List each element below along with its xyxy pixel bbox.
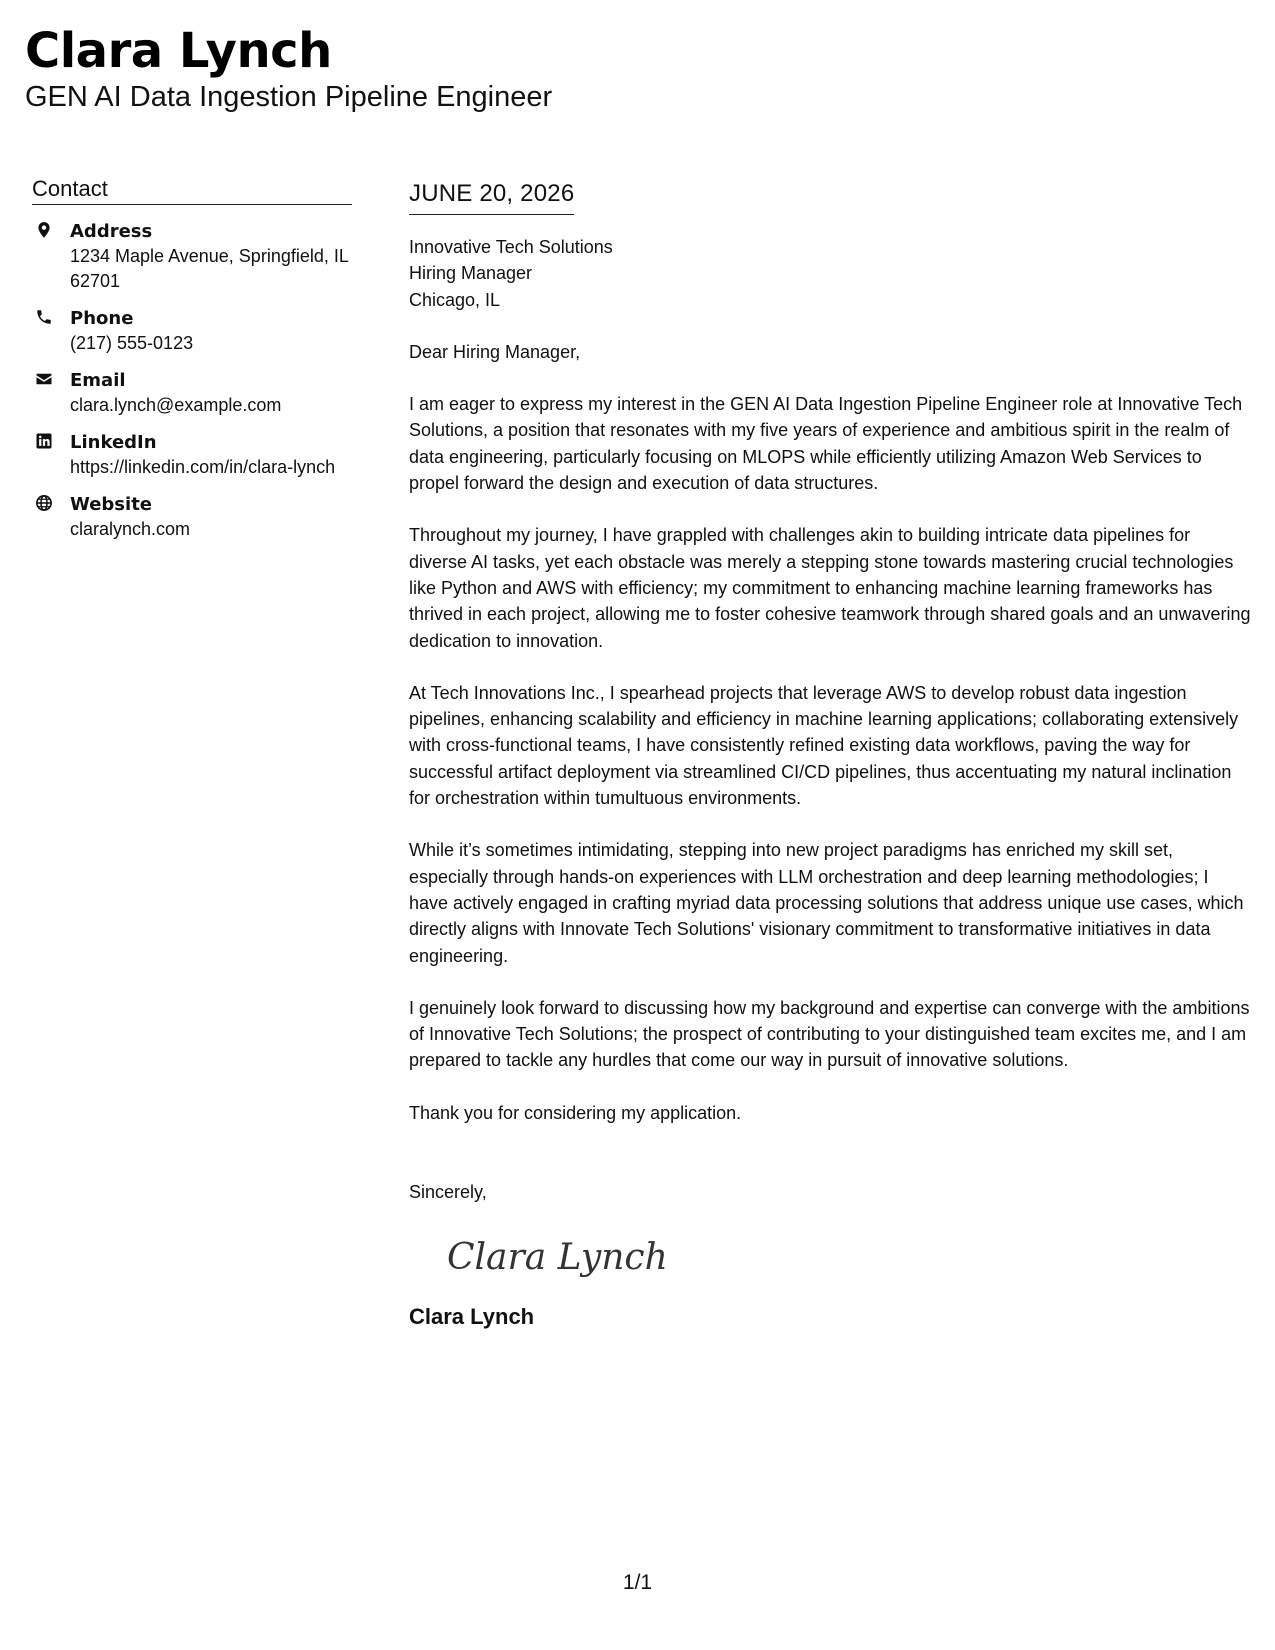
- applicant-name: Clara Lynch: [25, 23, 332, 79]
- recipient-block: [409, 234, 1251, 313]
- closing: Sincerely,: [409, 1182, 487, 1203]
- contact-sidebar: [32, 176, 352, 554]
- letter-body: [409, 177, 1251, 1331]
- contact-label-address: Address: [70, 221, 153, 242]
- contact-value-email[interactable]: clara.lynch@example.com: [70, 395, 282, 415]
- contact-item-address: [32, 219, 352, 294]
- applicant-title: GEN AI Data Ingestion Pipeline Engineer: [25, 81, 553, 113]
- body-paragraph: I am eager to express my interest in the GEN AI Data Ingestion Pipeline Engineer role at Innovative Tech Solutions, a position that resonates with my five years of experience and ambitious spirit in the realm of data engineering, particularly focusing on MLOPS while efficiently utilizing Amazon Web Services to propel forward the design and execution of data structures.: [409, 394, 1243, 494]
- recipient-role: Hiring Manager: [409, 263, 533, 284]
- thank-you-line: Thank you for considering my application.: [409, 1102, 742, 1123]
- contact-heading: Contact: [32, 176, 352, 205]
- page-header: [25, 20, 552, 114]
- envelope-icon: [35, 370, 53, 388]
- contact-label-linkedin: LinkedIn: [70, 432, 157, 453]
- recipient-company: Innovative Tech Solutions: [409, 237, 613, 257]
- contact-value-phone: (217) 555-0123: [70, 333, 194, 353]
- contact-item-website: [32, 492, 352, 542]
- recipient-location: Chicago, IL: [409, 289, 501, 310]
- contact-label-website: Website: [70, 494, 153, 515]
- phone-icon: [35, 308, 53, 326]
- body-paragraph: While it’s sometimes intimidating, stepping into new project paradigms has enriched my skill set, especially through hands-on experiences with LLM orchestration and deep learning methodologies; I have actively engaged in crafting myriad data processing solutions that address unique use cases, which directly aligns with Innovate Tech Solutions' visionary commitment to transformative initiatives in data engineering.: [409, 840, 1244, 966]
- globe-icon: [35, 494, 53, 512]
- signature-script-text: Clara Lynch: [447, 1237, 668, 1279]
- contact-item-email: [32, 368, 352, 418]
- page-number: 1/1: [622, 1571, 653, 1594]
- linkedin-icon: [35, 432, 53, 450]
- map-pin-icon: [35, 221, 53, 239]
- contact-value-address: 1234 Maple Avenue, Springfield, IL 62701: [70, 246, 349, 291]
- greeting: Dear Hiring Manager,: [409, 341, 581, 362]
- body-paragraph: At Tech Innovations Inc., I spearhead projects that leverage AWS to develop robust data ingestion pipelines, enhancing scalability and efficiency in machine learning applications; collaborating extensively with cross-functional teams, I have consistently refined existing data workflows, paving the way for successful artifact deployment via streamlined CI/CD pipelines, thus accentuating my natural inclination for orchestration within tumultuous environments.: [409, 682, 1239, 809]
- handwritten-signature: [443, 1227, 1251, 1287]
- body-paragraph: Throughout my journey, I have grappled with challenges akin to building intricate data pipelines for diverse AI tasks, yet each obstacle was merely a stepping stone towards mastering crucial technologies like Python and AWS with efficiency; my commitment to enhancing machine learning frameworks has thrived in each project, allowing me to foster cohesive teamwork through shared goals and an unwavering dedication to innovation.: [409, 525, 1251, 651]
- contact-value-linkedin[interactable]: https://linkedin.com/in/clara-lynch: [70, 457, 336, 477]
- contact-label-phone: Phone: [70, 308, 134, 329]
- contact-label-email: Email: [70, 370, 126, 391]
- contact-value-website[interactable]: claralynch.com: [70, 519, 191, 539]
- contact-item-linkedin: [32, 430, 352, 480]
- signer-name: Clara Lynch: [409, 1304, 535, 1330]
- body-paragraph: I genuinely look forward to discussing how my background and expertise can converge with the ambitions of Innovative Tech Solutions; the prospect of contributing to your distinguished team excites me, and I am prepared to tackle any hurdles that come our way in pursuit of innovative solutions.: [409, 997, 1250, 1071]
- contact-item-phone: [32, 306, 352, 356]
- letter-date: JUNE 20, 2026: [409, 177, 574, 215]
